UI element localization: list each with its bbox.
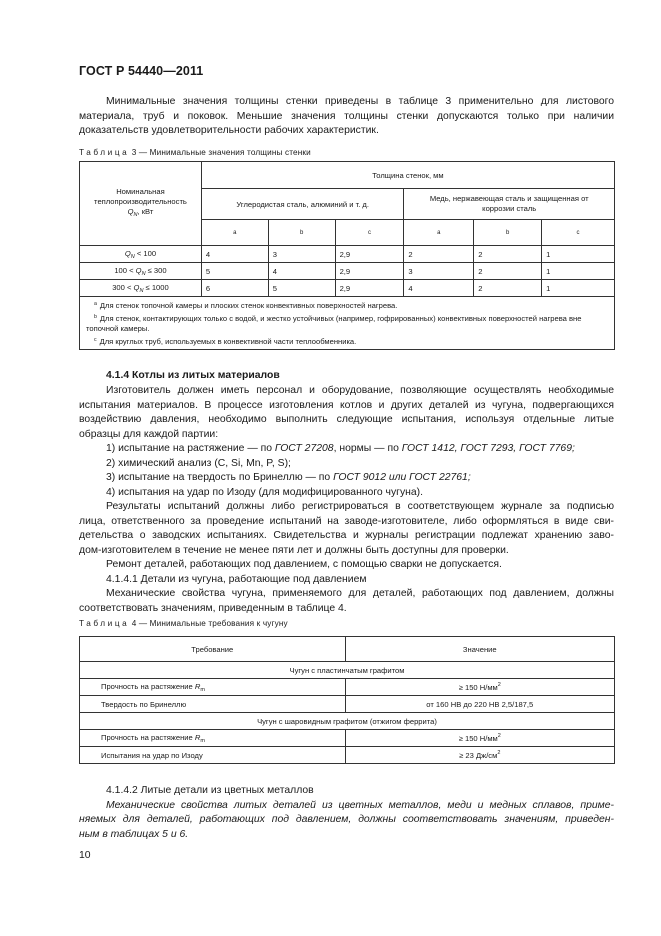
rowhead-line1: Номинальная xyxy=(116,187,165,196)
table3-cell: 3 xyxy=(404,263,474,280)
table4-r3-label xyxy=(80,730,346,747)
page-number: 10 xyxy=(79,850,91,861)
table4-r4-label: Испытания на удар по Изоду xyxy=(80,747,346,764)
rowhead-q-sub: N xyxy=(133,212,138,218)
section-4-1-4-heading: 4.1.4 Котлы из литых материалов xyxy=(106,370,280,381)
table4-r2-value: от 160 НВ до 220 НВ 2,5/187,5 xyxy=(345,696,614,713)
table3-cell: 4 xyxy=(201,246,268,263)
table4-r1-label xyxy=(80,679,346,696)
test-item-3 xyxy=(106,471,614,486)
r3-sym: R xyxy=(194,732,201,742)
r1-sup: 2 xyxy=(497,682,501,688)
table3-cell: 2,9 xyxy=(335,246,404,263)
row3-pre: 300 < xyxy=(112,282,134,292)
test-item-2: 2) химический анализ (C, Si, Mn, P, S); xyxy=(106,457,291,469)
table3-caption xyxy=(79,148,311,157)
table3-sub-a2: a xyxy=(404,220,474,246)
s4142-line2: няемых для деталей, работающих под давлением, должны соответствовать значениям, приведен- xyxy=(79,814,614,825)
s414-p1-line4: образцы для каждой партии: xyxy=(79,428,219,440)
s414-p1-line1: Изготовитель должен иметь персонал и оборудование, позволяющие осуществлять необходимые xyxy=(106,385,614,396)
table4-caption xyxy=(79,619,288,628)
table3 xyxy=(79,161,615,350)
r3-sup: 2 xyxy=(497,733,501,739)
rowhead-q-symbol: Q xyxy=(127,207,134,216)
table3-cell: 2,9 xyxy=(335,280,404,297)
table3-sub-a1: a xyxy=(201,220,268,246)
item3-ref: ГОСТ 9012 или ГОСТ 22761; xyxy=(333,472,471,483)
row2-pre: 100 < xyxy=(114,265,136,275)
table3-footnotes xyxy=(80,297,615,350)
table3-cell: 1 xyxy=(542,246,615,263)
table-row xyxy=(80,730,615,747)
table3-group1-header: Углеродистая сталь, алюминий и т. д. xyxy=(201,189,404,220)
s414-p2-line1: Результаты испытаний должны либо регистрироваться в соответствующем журнале за подписью xyxy=(106,501,614,512)
table3-row1-label xyxy=(80,246,202,263)
s4142-line1: Механические свойства литых деталей из цветных металлов, меди и медных сплавов, приме- xyxy=(106,799,614,811)
row3-q: Q xyxy=(133,282,140,292)
test-item-1 xyxy=(106,442,614,457)
table3-top-header: Толщина стенок, мм xyxy=(201,162,614,189)
footnote-b xyxy=(86,312,608,335)
s4141-line1: Механические свойства чугуна, применяемого для деталей, работающих под давлением, должны xyxy=(106,588,614,599)
s4142-line3: ным в таблицах 5 и 6. xyxy=(79,828,189,840)
table3-cell: 4 xyxy=(404,280,474,297)
footnote-a-mark: a xyxy=(94,301,97,307)
footnote-b-text: Для стенок, контактирующих только с водой, и жестко устойчивых (например, гофрированных) конвективных поверхностей нагрева вне топочной камеры. xyxy=(86,313,582,334)
s414-p3: Ремонт деталей, работающих под давлением, с помощью сварки не допускается. xyxy=(106,559,502,570)
footnote-c xyxy=(86,335,608,348)
table4-r3-value xyxy=(345,730,614,747)
r1-label-text: Прочность на растяжение xyxy=(101,681,195,691)
table3-cell: 2 xyxy=(404,246,474,263)
footnote-c-mark: c xyxy=(94,336,97,343)
table3-sub-b2: b xyxy=(474,220,542,246)
row1-post: < 100 xyxy=(134,248,157,258)
r1-sub: m xyxy=(200,686,205,693)
table4 xyxy=(79,636,615,764)
table4-caption-text: 4 — Минимальные требования к чугуну xyxy=(131,619,288,628)
row1-q: Q xyxy=(124,248,131,258)
item1-text: 1) испытание на растяжение — по xyxy=(106,443,275,454)
table3-sub-c1: c xyxy=(335,220,404,246)
r4-sup: 2 xyxy=(497,750,501,756)
table3-sub-b1: b xyxy=(268,220,335,246)
r4-val: ≥ 23 Дж/см xyxy=(459,751,498,760)
table3-row3-label xyxy=(80,280,202,297)
row3-qsub: N xyxy=(139,287,144,294)
row1-qsub: N xyxy=(130,253,135,260)
rowhead-line3 xyxy=(128,207,154,216)
s414-p2-line4: дом-изготовителем в течение не менее пяти лет и должны быть доступны для проверки. xyxy=(79,544,509,556)
rowhead-line2: теплопроизводительность xyxy=(94,197,187,206)
s414-p2-line3: детельства о заводских испытаниях. Свидетельства и журналы регистрации подлежат хранению заво- xyxy=(79,530,614,541)
item1-text2: , нормы — по xyxy=(333,443,402,454)
table3-cell: 5 xyxy=(201,263,268,280)
table4-r1-value xyxy=(345,679,614,696)
table3-sub-c2: c xyxy=(542,220,615,246)
rowhead-unit: , кВт xyxy=(137,207,154,216)
table4-r2-label: Твердость по Бринеллю xyxy=(80,696,346,713)
r3-label-text: Прочность на растяжение xyxy=(101,732,195,742)
table-row xyxy=(80,263,615,280)
r3-val: ≥ 150 Н/мм xyxy=(458,734,498,743)
table-row xyxy=(80,280,615,297)
table4-section-spheroidal: Чугун с шаровидным графитом (отжигом феррита) xyxy=(80,713,615,730)
table3-caption-text: 3 — Минимальные значения толщины стенки xyxy=(131,148,311,157)
table3-row2-label xyxy=(80,263,202,280)
table3-cell: 2 xyxy=(474,263,542,280)
footnote-a-text: Для стенок топочной камеры и плоских стенок конвективных поверхностей нагрева. xyxy=(99,301,398,310)
table4-col-value: Значение xyxy=(345,637,614,662)
subsection-4-1-4-1-heading: 4.1.4.1 Детали из чугуна, работающие под давлением xyxy=(106,573,367,585)
r1-val: ≥ 150 Н/мм xyxy=(458,683,498,692)
table4-section-lamellar: Чугун с пластинчатым графитом xyxy=(80,662,615,679)
table4-caption-prefix: Таблица xyxy=(79,619,130,628)
row2-q: Q xyxy=(135,265,142,275)
table3-cell: 2 xyxy=(474,246,542,263)
row2-qsub: N xyxy=(141,270,146,277)
table3-group2-header: Медь, нержавеющая сталь и защищенная от коррозии сталь xyxy=(404,189,615,220)
s414-p1-line2: испытания материалов. В процессе изготовления котлов и других деталей из чугуна, подвергающихся xyxy=(79,399,614,411)
footnote-b-mark: b xyxy=(94,313,97,320)
table3-cell: 5 xyxy=(268,280,335,297)
table3-cell: 6 xyxy=(201,280,268,297)
table4-r4-value xyxy=(345,747,614,764)
row3-post: ≤ 1000 xyxy=(143,282,169,292)
table3-rowhead xyxy=(80,162,202,246)
table4-col-requirement: Требование xyxy=(80,637,346,662)
subsection-4-1-4-2-heading: 4.1.4.2 Литые детали из цветных металлов xyxy=(106,785,314,796)
s414-p2-line2: лица, ответственного за проведение испытаний на заводе-изготовителе, либо оформляться в виде сви- xyxy=(79,515,614,527)
table3-cell: 1 xyxy=(542,280,615,297)
table-row xyxy=(80,679,615,696)
footnote-a xyxy=(86,299,608,312)
table-row xyxy=(80,747,615,764)
intro-paragraph: Минимальные значения толщины стенки приведены в таблице 3 применительно для листового материала, труб и поковок. Меньшие значения толщины стенки допускаются только при наличии доказательств удовлетворительности рабочих характеристик. xyxy=(79,96,614,137)
table3-cell: 4 xyxy=(268,263,335,280)
table-row xyxy=(80,696,615,713)
s414-p1-line3: воздействию давления, необходимо выполнить следующие испытания, используя отдельные литые xyxy=(79,414,614,425)
item1-ref2: ГОСТ 1412, ГОСТ 7293, ГОСТ 7769; xyxy=(401,443,575,454)
test-item-4: 4) испытания на удар по Изоду (для модифицированного чугуна). xyxy=(106,486,424,498)
r1-sym: R xyxy=(194,681,201,691)
table3-cell: 1 xyxy=(542,263,615,280)
footnote-c-text: Для круглых труб, используемых в конвективной части теплообменника. xyxy=(99,336,357,346)
row2-post: ≤ 300 xyxy=(145,265,167,275)
table-row xyxy=(80,246,615,263)
item3-text: 3) испытание на твердость по Бринеллю — по xyxy=(106,472,334,483)
item1-ref1: ГОСТ 27208 xyxy=(274,443,334,454)
table3-cell: 2,9 xyxy=(335,263,404,280)
table3-caption-prefix: Таблица xyxy=(79,148,130,157)
r3-sub: m xyxy=(200,737,205,744)
s4141-line2: соответствовать значениям, приведенным в таблице 4. xyxy=(79,602,347,614)
table3-cell: 3 xyxy=(268,246,335,263)
table3-cell: 2 xyxy=(474,280,542,297)
document-header: ГОСТ Р 54440—2011 xyxy=(79,64,204,78)
